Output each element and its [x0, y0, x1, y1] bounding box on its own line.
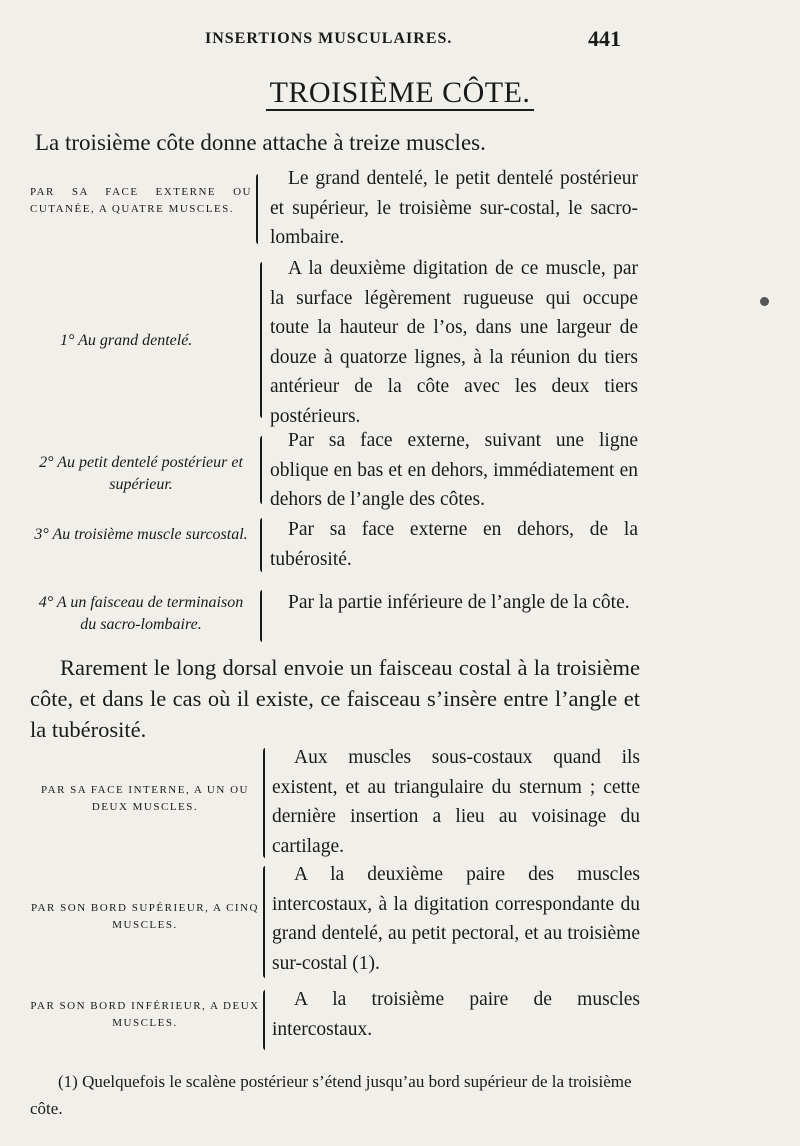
footnote: (1) Quelquefois le scalène postérieur s’étend jusqu’au bord supérieur de la troisième côte.: [30, 1072, 632, 1118]
section-label-surcostal: 3° Au troisième muscle surcostal.: [34, 526, 248, 543]
section-text-face-externe: Le grand dentelé, le petit dentelé postérieur et supérieur, le troisième sur-costal, le sacro-lombaire.: [270, 168, 638, 248]
brace: [260, 262, 262, 418]
brace: [260, 590, 262, 642]
section-text-bord-inferieur: A la troisième paire de muscles intercostaux.: [272, 989, 640, 1040]
ink-spot: [760, 297, 769, 306]
section-text-petit-dentele: Par sa face externe, suivant une ligne oblique en bas et en dehors, immédiatement en dehors de l’angle des côtes.: [270, 430, 638, 510]
section-label-face-externe: PAR SA FACE EXTERNE OU CUTANÉE, A QUATRE MUSCLES.: [30, 186, 252, 215]
brace: [263, 866, 265, 978]
chapter-title-text: TROISIÈME CÔTE.: [266, 76, 535, 111]
brace: [263, 748, 265, 858]
section-label-grand-dentele: 1° Au grand dentelé.: [60, 332, 193, 349]
section-text-sacro-lombaire: Par la partie inférieure de l’angle de la côte.: [288, 592, 630, 613]
section-label-sacro-lombaire: 4° A un faisceau de terminaison du sacro-lombaire.: [38, 594, 244, 633]
intro-sentence: La troisième côte donne attache à treize muscles.: [35, 130, 486, 155]
running-title: INSERTIONS MUSCULAIRES.: [205, 30, 453, 47]
section-text-grand-dentele: A la deuxième digitation de ce muscle, par la surface légèrement rugueuse qui occupe toute la hauteur de l’os, dans une largeur de douze à quatorze lignes, à la réunion du tiers antérieur de la côte avec les deux tiers postérieurs.: [270, 258, 638, 427]
chapter-title: [0, 76, 800, 110]
section-label-bord-inferieur: PAR SON BORD INFÉRIEUR, A DEUX MUSCLES.: [30, 1000, 260, 1029]
brace: [260, 518, 262, 572]
paragraph-long-dorsal: Rarement le long dorsal envoie un faisceau costal à la troisième côte, et dans le cas où il existe, ce faisceau s’insère entre l’angle et la tubérosité.: [30, 655, 640, 742]
section-text-surcostal: Par sa face externe en dehors, de la tubérosité.: [270, 519, 638, 570]
section-label-bord-superieur: PAR SON BORD SUPÉRIEUR, A CINQ MUSCLES.: [31, 902, 259, 931]
section-label-face-interne: PAR SA FACE INTERNE, A UN OU DEUX MUSCLES.: [41, 784, 249, 813]
brace: [260, 436, 262, 504]
brace: [256, 174, 258, 244]
brace: [263, 990, 265, 1050]
section-label-petit-dentele: 2° Au petit dentelé postérieur et supérieur.: [39, 454, 243, 493]
page-number: 441: [588, 26, 621, 51]
section-text-bord-superieur: A la deuxième paire des muscles intercostaux, à la digitation correspondante du grand dentelé, au petit pectoral, et au troisième sur-costal (1).: [272, 864, 640, 974]
section-text-face-interne: Aux muscles sous-costaux quand ils existent, et au triangulaire du sternum ; cette dernière insertion a lieu au voisinage du cartilage.: [272, 747, 640, 857]
